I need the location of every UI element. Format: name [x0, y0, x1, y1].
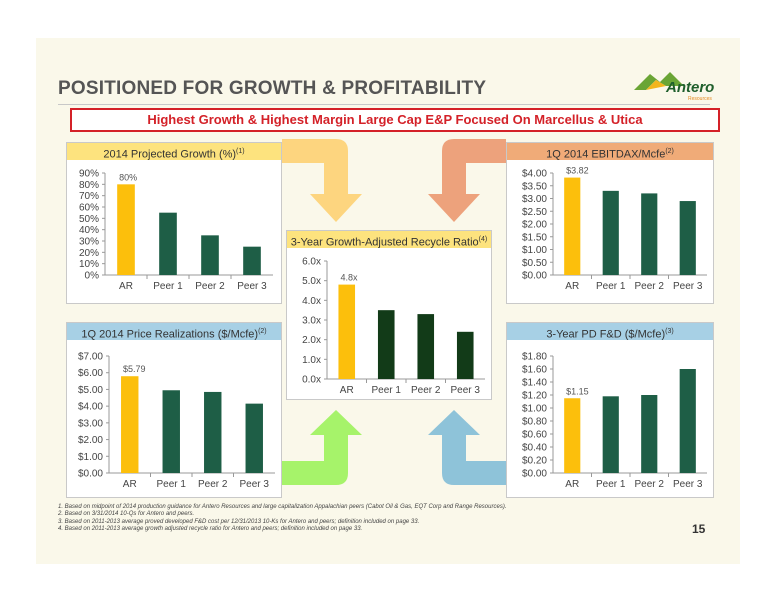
- data-label: 80%: [119, 172, 138, 183]
- headline-banner: Highest Growth & Highest Margin Large Cap E&P Focused On Marcellus & Utica: [70, 108, 720, 132]
- chart-bar: [641, 395, 657, 473]
- y-tick-label: $0.00: [77, 468, 103, 480]
- y-tick-label: $1.40: [521, 377, 547, 389]
- y-tick-label: $4.00: [521, 168, 547, 180]
- y-tick-label: 90%: [78, 168, 99, 180]
- price-panel-header: [67, 323, 281, 340]
- y-tick-label: $1.00: [521, 403, 547, 415]
- x-tick-label: Peer 3: [673, 479, 703, 490]
- chart-bar: [680, 369, 696, 473]
- logo-text: Antero: [666, 79, 715, 96]
- price-chart: [67, 343, 281, 497]
- footnote: 2. Based on 3/31/2014 10-Qs for Antero and peers.: [58, 511, 195, 518]
- y-tick-label: 4.0x: [302, 295, 321, 307]
- x-tick-label: AR: [565, 281, 580, 292]
- x-tick-label: AR: [565, 479, 580, 490]
- chart-bar: [204, 392, 221, 473]
- x-tick-label: Peer 2: [411, 385, 441, 396]
- ebitdax-panel-note: (2): [665, 148, 674, 155]
- x-tick-label: Peer 2: [195, 281, 225, 292]
- y-tick-label: $0.80: [521, 416, 547, 428]
- footnotes: [58, 504, 658, 533]
- recycle-panel: [286, 230, 492, 400]
- chart-bar: [564, 398, 580, 473]
- y-tick-label: $0.60: [521, 429, 547, 441]
- chart-bar: [603, 191, 619, 275]
- recycle-panel-note: (4): [478, 236, 488, 243]
- y-tick-label: 0.0x: [302, 374, 321, 386]
- data-label: 4.8x: [340, 272, 358, 283]
- x-tick-label: Peer 2: [198, 479, 228, 490]
- x-tick-label: Peer 1: [153, 281, 183, 292]
- footnote: 3. Based on 2011-2013 average proved developed F&D cost per 12/31/2013 10-Ks for Antero and peers; definition included on page 33.: [58, 518, 420, 525]
- x-tick-label: Peer 3: [237, 281, 267, 292]
- arrow-blue-icon: [428, 410, 506, 485]
- y-tick-label: $5.00: [77, 384, 103, 396]
- y-tick-label: 0%: [84, 270, 99, 282]
- chart-bar: [378, 310, 395, 379]
- data-label: $5.79: [123, 364, 146, 375]
- y-tick-label: 1.0x: [302, 354, 321, 366]
- footnote: 1. Based on midpoint of 2014 production guidance for Antero Resources and large capitalization Appalachian peers (Cabot Oil & Gas, EQT Corp and Range Resources).: [58, 504, 507, 510]
- growth-panel-title: 2014 Projected Growth (%): [103, 148, 237, 161]
- ebitdax-chart: [507, 163, 713, 303]
- x-tick-label: Peer 2: [634, 281, 664, 292]
- y-tick-label: $3.00: [521, 194, 547, 205]
- chart-bar: [417, 314, 434, 379]
- y-tick-label: $2.00: [521, 219, 547, 231]
- y-tick-label: $3.50: [521, 181, 547, 193]
- x-tick-label: AR: [122, 479, 137, 490]
- chart-bar: [243, 247, 261, 275]
- y-tick-label: $0.40: [521, 442, 547, 454]
- arrow-green-icon: [282, 410, 362, 485]
- x-tick-label: Peer 3: [673, 281, 703, 292]
- price-panel: [66, 322, 282, 498]
- y-tick-label: 80%: [78, 179, 99, 191]
- recycle-chart: [287, 251, 491, 399]
- x-tick-label: Peer 3: [450, 385, 480, 396]
- growth-panel: [66, 142, 282, 304]
- y-tick-label: 3.0x: [302, 315, 321, 327]
- recycle-panel-title: 3-Year Growth-Adjusted Recycle Ratio: [290, 236, 479, 249]
- fd-panel-header: [507, 323, 713, 340]
- ebitdax-panel-title: 1Q 2014 EBITDAX/Mcfe: [546, 148, 666, 161]
- price-panel-title: 1Q 2014 Price Realizations ($/Mcfe): [81, 328, 259, 341]
- data-label: $1.15: [566, 386, 589, 397]
- growth-panel-header: [67, 143, 281, 160]
- y-tick-label: $0.00: [521, 270, 547, 282]
- recycle-panel-header: [287, 231, 491, 248]
- y-tick-label: 10%: [78, 259, 99, 271]
- y-tick-label: $1.60: [521, 364, 547, 376]
- growth-panel-note: (1): [236, 148, 245, 155]
- y-tick-label: $1.00: [77, 451, 103, 463]
- fd-chart: [507, 343, 713, 497]
- y-tick-label: $3.00: [77, 418, 103, 430]
- y-tick-label: 30%: [78, 236, 99, 248]
- y-tick-label: $2.50: [521, 206, 547, 218]
- y-tick-label: $0.00: [521, 468, 547, 480]
- y-tick-label: 50%: [78, 213, 99, 225]
- chart-bar: [564, 178, 580, 275]
- chart-bar: [338, 285, 355, 379]
- growth-chart: [67, 163, 281, 303]
- y-tick-label: 20%: [78, 247, 99, 259]
- x-tick-label: Peer 1: [596, 281, 626, 292]
- fd-panel: [506, 322, 714, 498]
- x-tick-label: Peer 1: [596, 479, 626, 490]
- page-number: 15: [692, 522, 706, 536]
- y-tick-label: $1.80: [521, 351, 547, 363]
- x-tick-label: Peer 3: [239, 479, 269, 490]
- x-tick-label: Peer 1: [156, 479, 186, 490]
- footnote: 4. Based on 2011-2013 average growth adjusted recycle ratio for Antero and peers; definition included on page 33.: [58, 525, 363, 532]
- y-tick-label: $7.00: [77, 351, 103, 363]
- data-label: $3.82: [566, 165, 589, 176]
- x-tick-label: Peer 1: [371, 385, 401, 396]
- y-tick-label: $2.00: [77, 435, 103, 447]
- chart-bar: [159, 213, 177, 275]
- ebitdax-panel-header: [507, 143, 713, 160]
- chart-bar: [201, 235, 219, 275]
- x-tick-label: AR: [119, 281, 133, 292]
- y-tick-label: $1.50: [521, 232, 547, 244]
- x-tick-label: AR: [339, 385, 354, 396]
- chart-bar: [641, 193, 657, 275]
- y-tick-label: $0.20: [521, 455, 547, 467]
- chart-bar: [680, 201, 696, 275]
- y-tick-label: 5.0x: [302, 276, 321, 288]
- y-tick-label: $4.00: [77, 401, 103, 413]
- slide-title: POSITIONED FOR GROWTH & PROFITABILITY: [58, 78, 487, 99]
- slide: [36, 38, 740, 564]
- y-tick-label: 2.0x: [302, 335, 321, 347]
- chart-bar: [246, 404, 263, 473]
- y-tick-label: $1.20: [521, 390, 547, 402]
- arrow-orange-icon: [428, 139, 506, 222]
- y-tick-label: $1.00: [521, 245, 547, 256]
- logo-subtext: Resources: [688, 96, 712, 102]
- chart-bar: [163, 390, 180, 473]
- fd-panel-note: (3): [665, 328, 674, 335]
- chart-bar: [457, 332, 474, 379]
- y-tick-label: 60%: [78, 202, 99, 214]
- y-tick-label: 6.0x: [302, 256, 321, 268]
- ebitdax-panel: [506, 142, 714, 304]
- y-tick-label: 70%: [78, 191, 99, 203]
- chart-bar: [121, 376, 138, 473]
- price-panel-note: (2): [258, 328, 267, 335]
- y-tick-label: 40%: [78, 225, 99, 237]
- chart-bar: [603, 396, 619, 473]
- y-tick-label: $6.00: [77, 368, 103, 380]
- chart-bar: [117, 184, 135, 275]
- y-tick-label: $0.50: [521, 257, 547, 269]
- x-tick-label: Peer 2: [634, 479, 664, 490]
- arrow-yellow-icon: [282, 139, 362, 222]
- fd-panel-title: 3-Year PD F&D ($/Mcfe): [546, 328, 666, 341]
